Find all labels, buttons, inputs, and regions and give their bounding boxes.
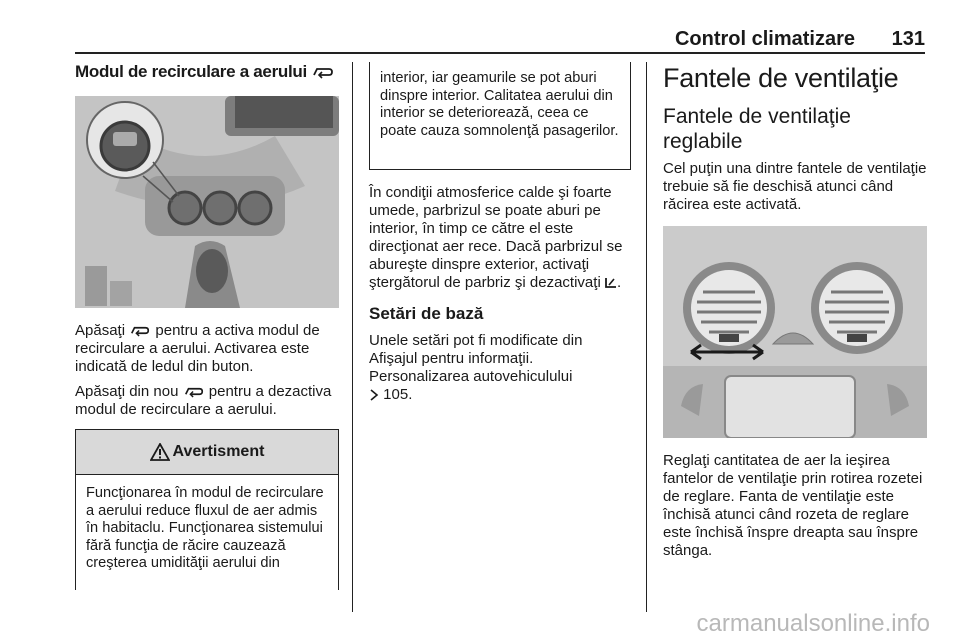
column-divider (646, 62, 647, 612)
section-subtitle: Setări de bază (369, 304, 484, 323)
air-vents-photo (663, 226, 927, 438)
paragraph: Cel puţin una dintre fantele de ventilaţie trebuie să fie deschisă atunci când răcirea este activată. (663, 160, 927, 213)
chapter-title: Fantele de ventilaţie (663, 63, 899, 93)
recirculation-icon (183, 385, 205, 398)
warning-triangle-icon (150, 443, 170, 461)
warning-continued: interior, iar geamurile se pot aburi dinspre interior. Calitatea aerului din interior se deteriorează, ceea ce poate cauza somnolenţă pasagerilor. (369, 62, 631, 170)
page-number: 131 (891, 28, 925, 50)
warning-text: Funcţionarea în modul de recirculare a aerului reduce fluxul de aer admis în habitaclu. Funcţionarea sistemului fără funcţia de răcire cauzează creşterea umidităţii aerului din (86, 485, 324, 571)
warning-box (75, 429, 339, 590)
paragraph: Reglaţi cantitatea de aer la ieşirea fantelor de ventilaţie prin rotirea rozetei de reglare. Fanta de ventilaţie este închisă atunci când rozeta de reglare este închisă înspre dreapta sau înspre stânga. (663, 452, 923, 559)
watermark: carmanualsonline.info (696, 610, 930, 637)
column-2 (369, 62, 633, 411)
section-title: Fantele de ventilaţie reglabile (663, 105, 851, 153)
warning-header: Avertisment (76, 430, 338, 475)
column-3 (663, 62, 927, 567)
column-1 (75, 62, 339, 590)
column-divider (352, 62, 353, 612)
header-title: Control climatizare (674, 28, 855, 50)
wiper-icon (605, 276, 617, 289)
recirculation-icon (129, 324, 151, 337)
reference-arrow-icon (369, 389, 379, 401)
recirculation-icon (311, 65, 335, 79)
paragraph: Apăsaţi din nou pentru a dezactiva modul de recirculare a aerului. (75, 383, 332, 418)
paragraph: Personalizarea autovehiculului (369, 368, 573, 385)
paragraph: În condiţii atmosferice calde şi foarte umede, parbrizul se poate aburi pe interior, în timp ce către el este direcţionat aer rece. Dacă parbrizul se abureşte dinspre exterior, activaţi ştergătorul de parbriz şi dezactivaţi . (369, 184, 623, 291)
paragraph: Unele setări pot fi modificate din Afişajul pentru informaţii. (369, 332, 583, 367)
page-header (75, 22, 925, 54)
page-reference[interactable]: 105. (369, 386, 633, 404)
paragraph: Apăsaţi pentru a activa modul de recirculare a aerului. Activarea este indicată de ledul din buton. (75, 322, 320, 375)
section-title: Modul de recirculare a aerului (75, 62, 339, 82)
climate-panel-photo (75, 96, 339, 308)
